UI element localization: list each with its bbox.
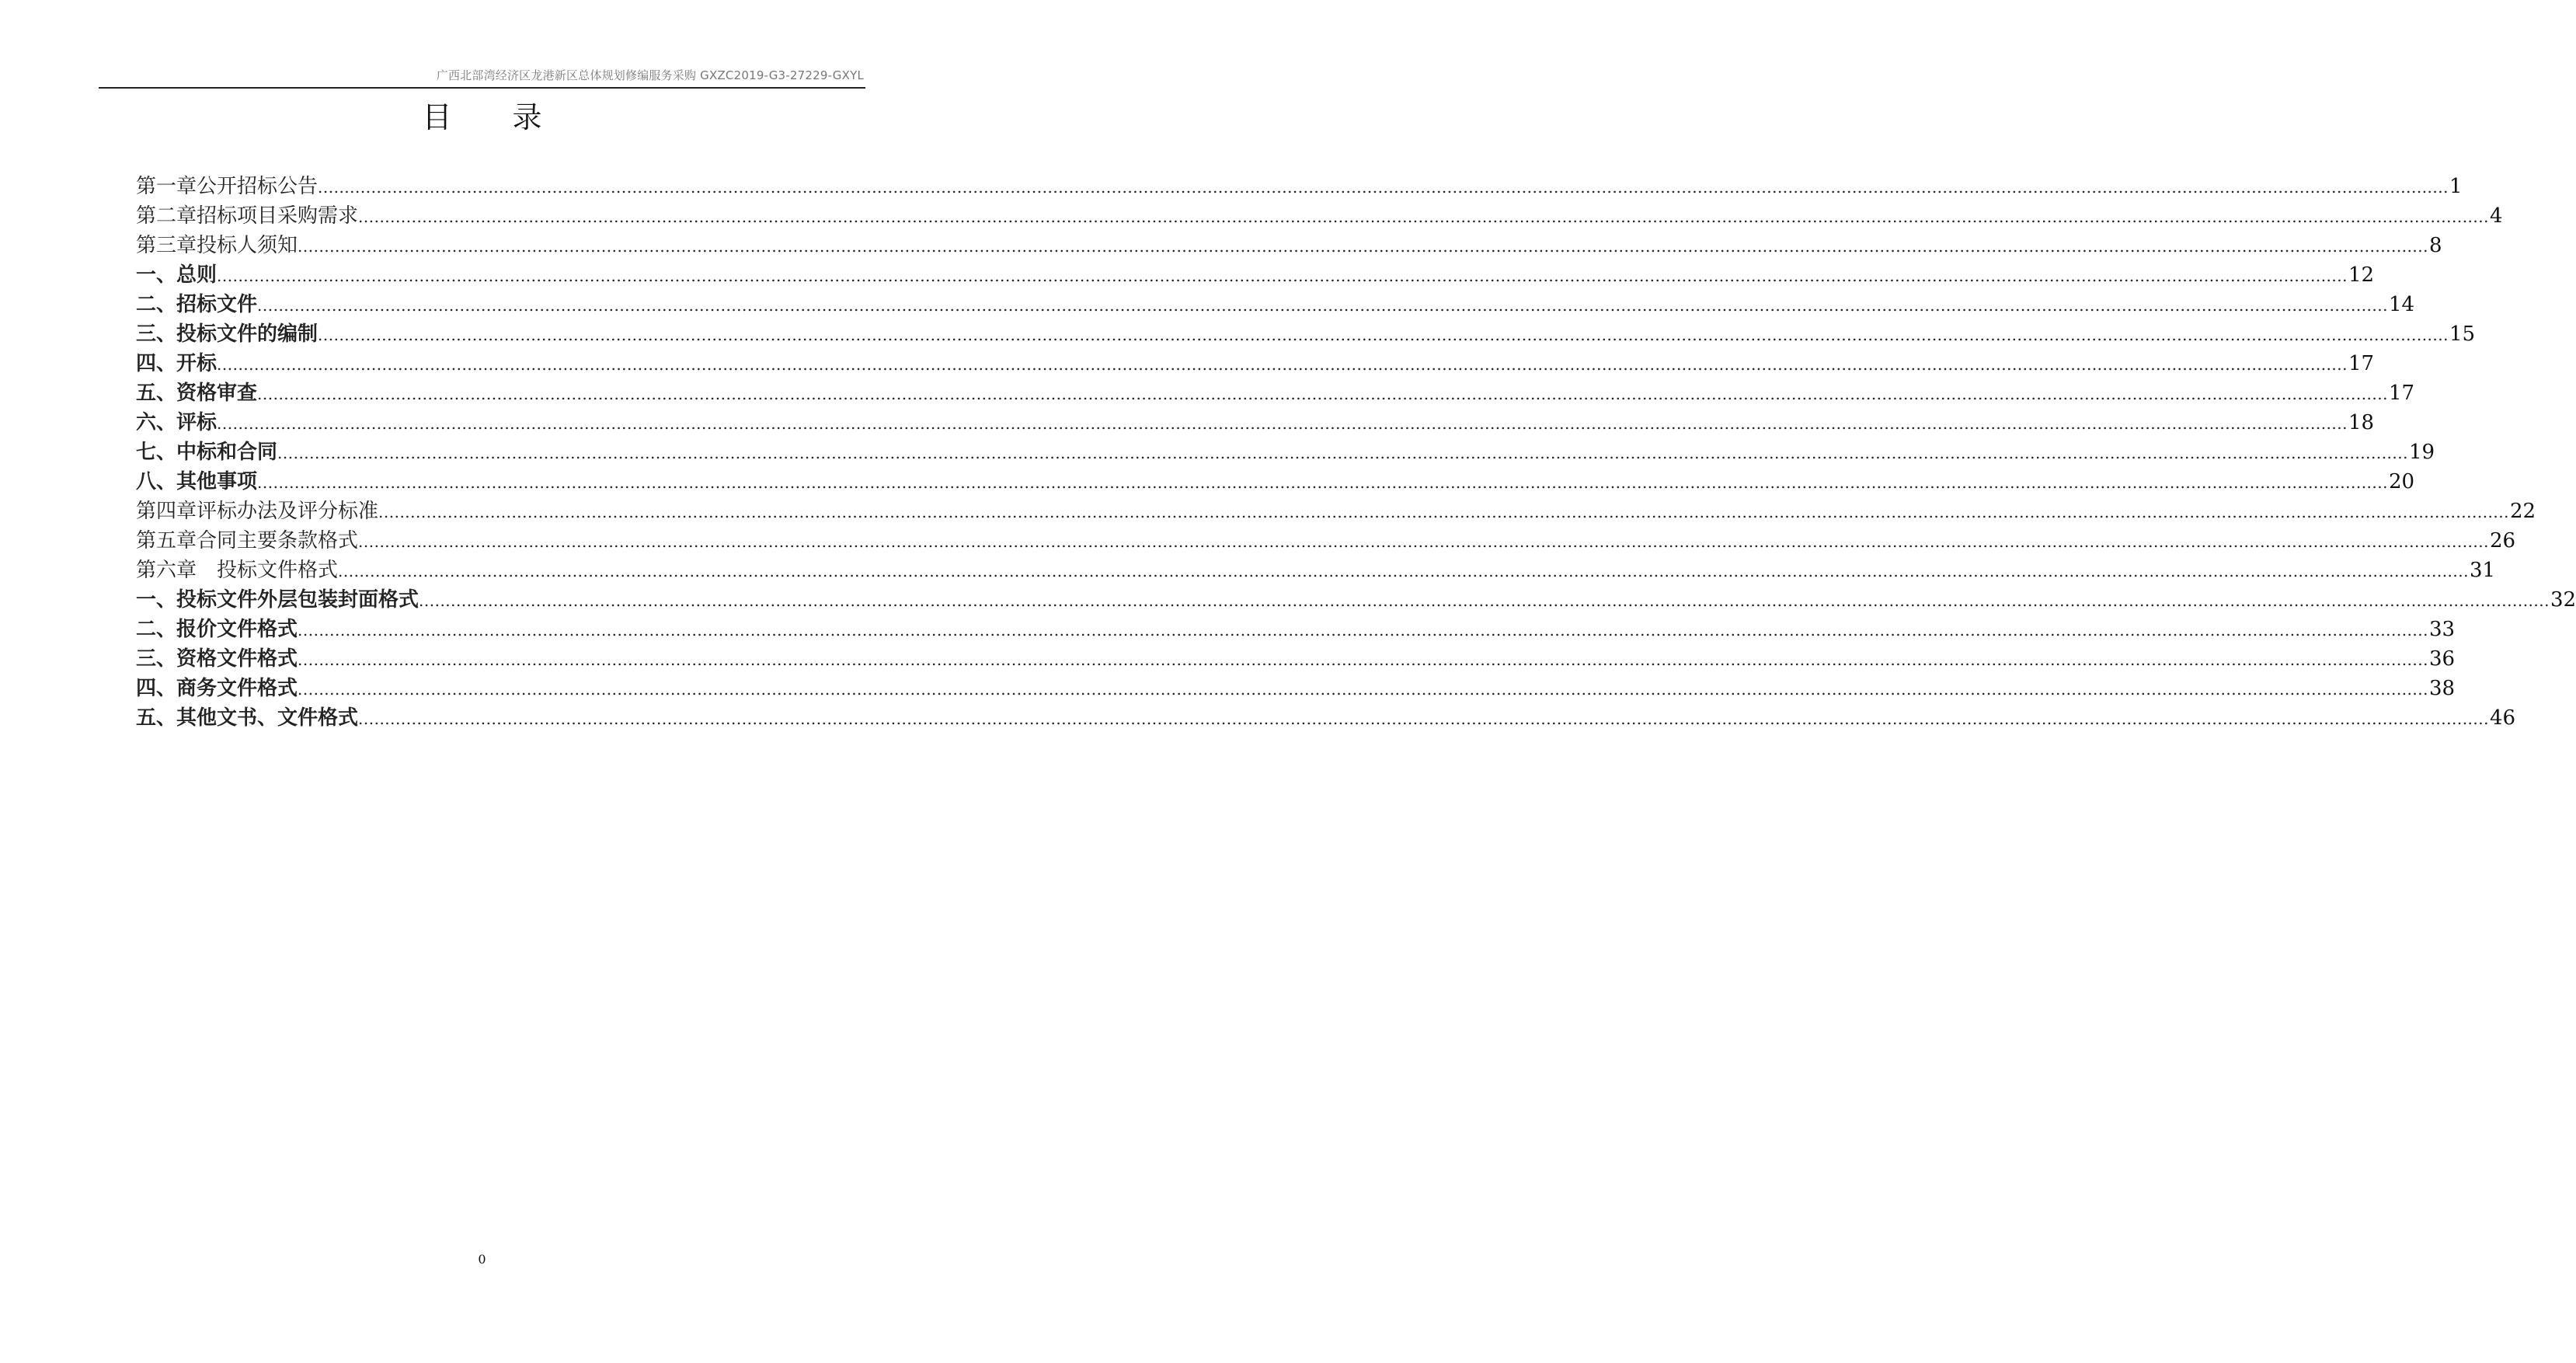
toc-entry-page-number: 46 — [2489, 706, 2516, 730]
toc-entry-label: 第三章投标人须知 — [136, 234, 298, 257]
toc-dot-leader: ................................................................................................................................................................................................................................................................................................................................................................................................................ — [419, 591, 2550, 610]
toc-dot-leader: ................................................................................................................................................................................................................................................................................................................................................................................................................ — [217, 267, 2348, 285]
toc-entry[interactable] — [136, 319, 2476, 349]
toc-entry-label: 三、投标文件的编制 — [136, 322, 319, 346]
toc-dot-leader: ................................................................................................................................................................................................................................................................................................................................................................................................................ — [257, 296, 2388, 315]
toc-entry-page-number: 26 — [2489, 529, 2516, 553]
toc-entry-page-number: 22 — [2509, 500, 2536, 523]
toc-dot-leader: ................................................................................................................................................................................................................................................................................................................................................................................................................ — [298, 680, 2428, 699]
toc-entry-page-number: 1 — [2449, 175, 2463, 198]
toc-dot-leader: ................................................................................................................................................................................................................................................................................................................................................................................................................ — [298, 237, 2428, 256]
toc-entry-page-number: 32 — [2550, 588, 2576, 612]
toc-dot-leader: ................................................................................................................................................................................................................................................................................................................................................................................................................ — [358, 709, 2489, 728]
toc-entry-label: 四、商务文件格式 — [136, 677, 298, 700]
toc-entry-label: 第四章评标办法及评分标准 — [136, 500, 379, 523]
toc-entry[interactable] — [136, 526, 2516, 556]
toc-entry[interactable] — [136, 231, 2442, 260]
header-text: 广西北部湾经济区龙港新区总体规划修编服务采购 GXZC2019-G3-27229-GXYL — [436, 68, 864, 82]
toc-entry-label: 第六章 投标文件格式 — [136, 559, 339, 582]
toc-dot-leader: ................................................................................................................................................................................................................................................................................................................................................................................................................ — [298, 621, 2428, 640]
toc-entry-page-number: 15 — [2449, 322, 2476, 346]
toc-entry[interactable] — [136, 408, 2375, 437]
toc-entry-label: 四、开标 — [136, 352, 218, 375]
toc-entry[interactable] — [136, 497, 2536, 526]
toc-entry-page-number: 38 — [2428, 677, 2456, 700]
toc-entry-page-number: 36 — [2428, 647, 2456, 671]
toc-dot-leader: ................................................................................................................................................................................................................................................................................................................................................................................................................ — [358, 207, 2489, 226]
toc-entry-label: 第五章合同主要条款格式 — [136, 529, 359, 553]
toc-entry-label: 八、其他事项 — [136, 470, 258, 493]
toc-entry-page-number: 4 — [2489, 204, 2503, 228]
toc-entry-label: 二、招标文件 — [136, 293, 258, 316]
toc-entry-page-number: 14 — [2388, 293, 2415, 316]
toc-entry-label: 五、资格审查 — [136, 382, 258, 405]
toc-entry-page-number: 19 — [2408, 441, 2435, 464]
toc-entry-page-number: 33 — [2428, 618, 2456, 641]
toc-dot-leader: ................................................................................................................................................................................................................................................................................................................................................................................................................ — [358, 532, 2489, 551]
toc-entry-label: 二、报价文件格式 — [136, 618, 298, 641]
page-header — [99, 67, 865, 89]
toc-entry[interactable] — [136, 615, 2456, 644]
toc-entry[interactable] — [136, 290, 2415, 319]
toc-entry-page-number: 12 — [2348, 263, 2375, 287]
toc-entry[interactable] — [136, 556, 2496, 585]
toc-dot-leader: ................................................................................................................................................................................................................................................................................................................................................................................................................ — [217, 414, 2348, 433]
toc-entry-page-number: 18 — [2348, 411, 2375, 434]
toc-dot-leader: ................................................................................................................................................................................................................................................................................................................................................................................................................ — [378, 503, 2509, 521]
toc-entry[interactable] — [136, 260, 2375, 290]
toc-entry[interactable] — [136, 349, 2375, 378]
toc-entry[interactable] — [136, 703, 2516, 733]
toc-entry[interactable] — [136, 674, 2456, 703]
toc-entry[interactable] — [136, 378, 2415, 408]
toc-dot-leader: ................................................................................................................................................................................................................................................................................................................................................................................................................ — [318, 326, 2449, 344]
toc-entry-label: 第一章公开招标公告 — [136, 175, 319, 198]
toc-dot-leader: ................................................................................................................................................................................................................................................................................................................................................................................................................ — [257, 473, 2388, 492]
toc-entry-page-number: 17 — [2348, 352, 2375, 375]
toc-entry-label: 六、评标 — [136, 411, 218, 434]
page-title: 目录 — [422, 100, 603, 134]
toc-entry[interactable] — [136, 201, 2503, 231]
toc-entry[interactable] — [136, 644, 2456, 674]
toc-entry-label: 五、其他文书、文件格式 — [136, 706, 359, 730]
toc-entry[interactable] — [136, 585, 2576, 615]
toc-dot-leader: ................................................................................................................................................................................................................................................................................................................................................................................................................ — [338, 562, 2469, 580]
toc-entry-page-number: 17 — [2388, 382, 2415, 405]
toc-entry-page-number: 20 — [2388, 470, 2415, 493]
toc-entry-label: 一、投标文件外层包装封面格式 — [136, 588, 419, 612]
toc-entry[interactable] — [136, 172, 2463, 201]
toc-entry-label: 三、资格文件格式 — [136, 647, 298, 671]
toc-dot-leader: ................................................................................................................................................................................................................................................................................................................................................................................................................ — [217, 355, 2348, 374]
toc-entry-label: 第二章招标项目采购需求 — [136, 204, 359, 228]
toc-entry-page-number: 31 — [2469, 559, 2496, 582]
toc-entry-label: 七、中标和合同 — [136, 441, 278, 464]
toc-entry-label: 一、总则 — [136, 263, 218, 287]
toc-dot-leader: ................................................................................................................................................................................................................................................................................................................................................................................................................ — [318, 178, 2449, 197]
toc-dot-leader: ................................................................................................................................................................................................................................................................................................................................................................................................................ — [298, 650, 2428, 669]
toc-dot-leader: ................................................................................................................................................................................................................................................................................................................................................................................................................ — [277, 444, 2408, 462]
toc-entry-page-number: 8 — [2428, 234, 2442, 257]
toc-entry[interactable] — [136, 437, 2435, 467]
toc-dot-leader: ................................................................................................................................................................................................................................................................................................................................................................................................................ — [257, 385, 2388, 403]
page-number: 0 — [478, 1252, 486, 1267]
table-of-contents — [136, 172, 2576, 733]
toc-entry[interactable] — [136, 467, 2415, 497]
